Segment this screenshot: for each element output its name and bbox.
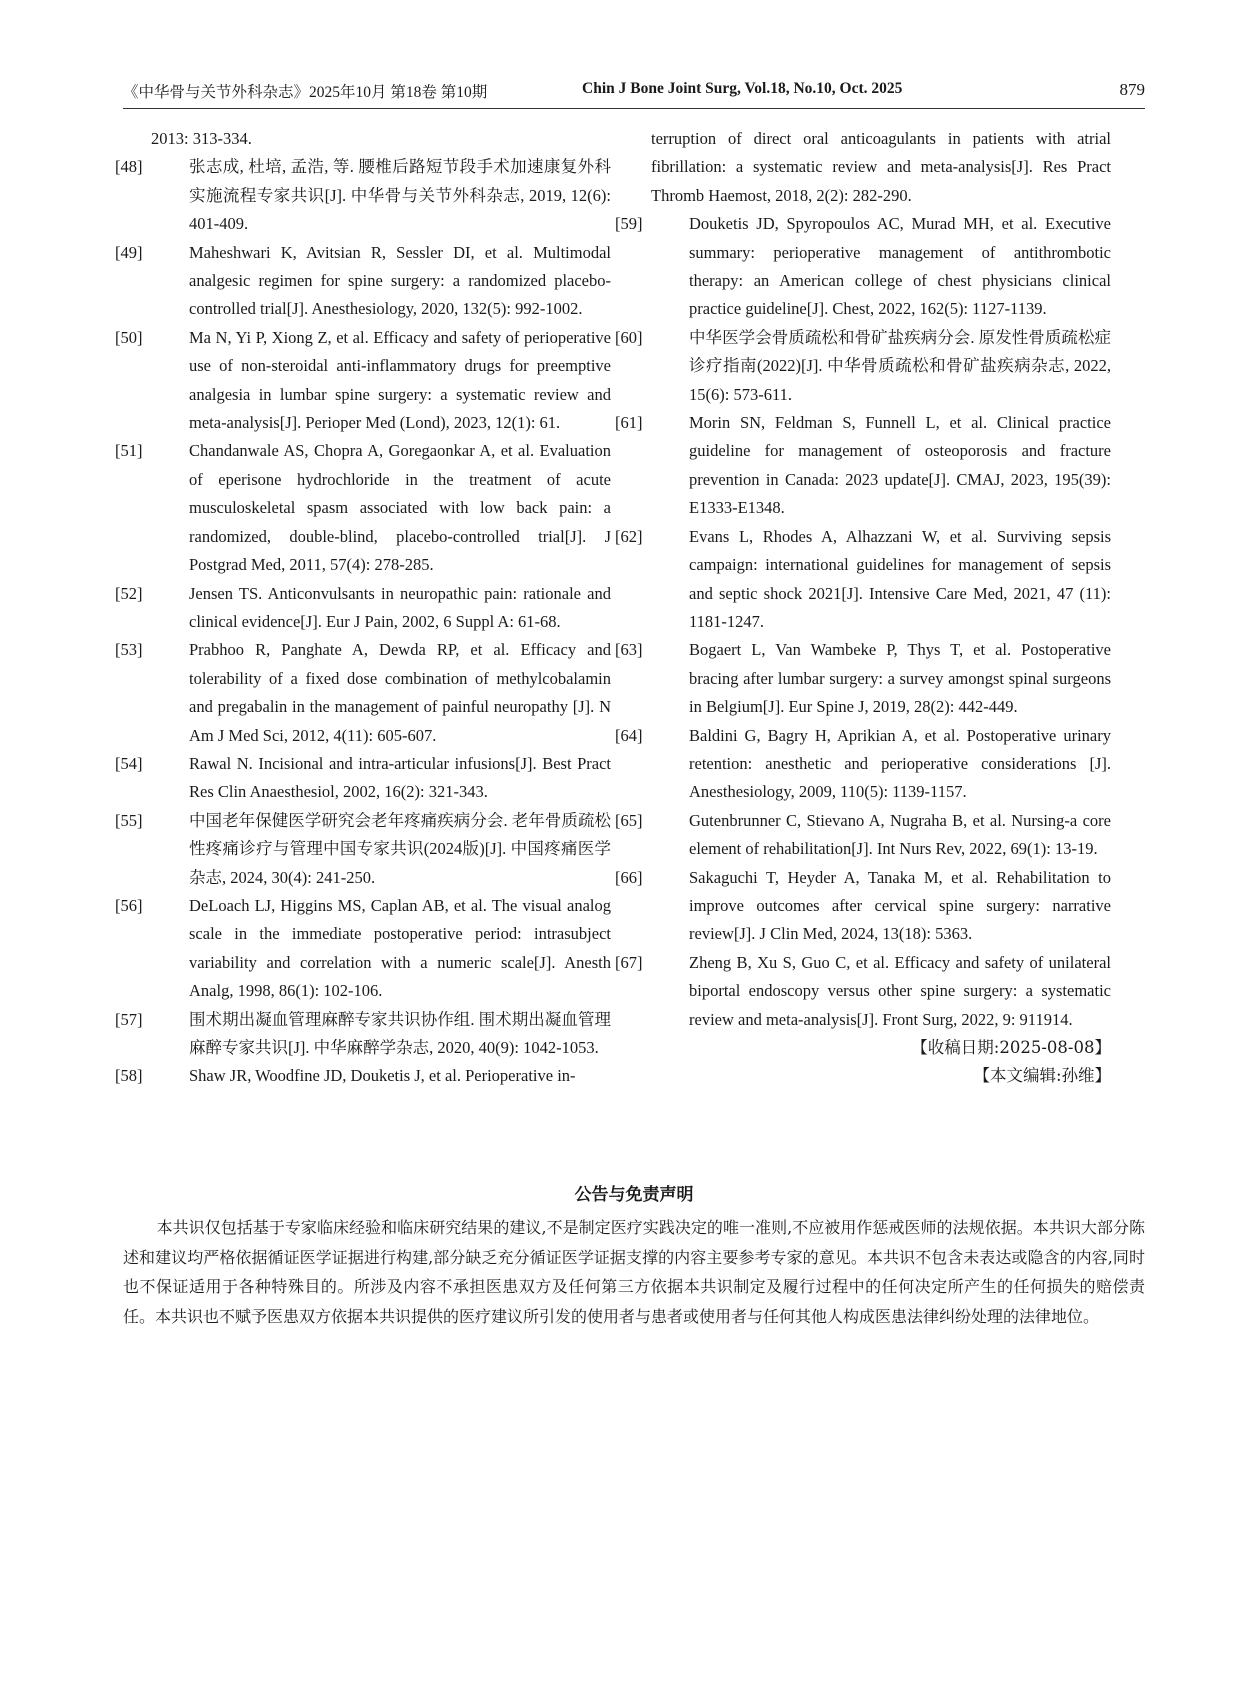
reference-text: Baldini G, Bagry H, Aprikian A, et al. Postoperative urinary retention: anesthetic and perioperative considerations [J]. Anesthesiology, 2009, 110(5): 1139-1157. (689, 725, 1111, 802)
reference-text: 中国老年保健医学研究会老年疼痛疾病分会. 老年骨质疏松性疼痛诊疗与管理中国专家共识(2024版)[J]. 中国疼痛医学杂志, 2024, 30(4): 241-250. (189, 810, 611, 887)
reference-item (115, 892, 611, 1006)
reference-text: Zheng B, Xu S, Guo C, et al. Efficacy and safety of unilateral biportal endoscopy versus other spine surgery: a systematic review and meta-analysis[J]. Front Surg, 2022, 9: 911914. (689, 952, 1111, 1029)
reference-text: terruption of direct oral anticoagulants in patients with atrial fibrillation: a systematic review and meta-analysis[J]. Res Pract Thromb Haemost, 2018, 2(2): 282-290. (651, 129, 1111, 205)
received-date: 【收稿日期:2025-08-08】 (911, 1038, 1111, 1057)
reference-continuation (651, 125, 1111, 210)
reference-item (615, 324, 1111, 409)
page-number: 879 (1119, 80, 1145, 99)
reference-number: [56] (115, 895, 143, 915)
reference-item (115, 807, 611, 892)
editor-credit: 【本文编辑:孙维】 (973, 1066, 1111, 1085)
reference-number: [57] (115, 1009, 143, 1029)
reference-number: [61] (615, 413, 643, 433)
reference-text: Douketis JD, Spyropoulos AC, Murad MH, et al. Executive summary: perioperative management of antithrombotic therapy: an American college of chest physicians clinical practice guideline[J]. Chest, 2022, 162(5): 1127-1139. (689, 214, 1111, 319)
reference-item (615, 722, 1111, 807)
reference-number: [49] (115, 242, 143, 262)
reference-item (615, 949, 1111, 1034)
reference-number: [48] (115, 157, 143, 177)
reference-item (615, 636, 1111, 721)
reference-number: [59] (615, 214, 643, 234)
reference-text: Bogaert L, Van Wambeke P, Thys T, et al. Postoperative bracing after lumbar surgery: a survey amongst spinal surgeons in Belgium[J]. Eur Spine J, 2019, 28(2): 442-449. (689, 640, 1111, 717)
reference-text: DeLoach LJ, Higgins MS, Caplan AB, et al. The visual analog scale in the immediate postoperative period: intrasubject variability and correlation with a numeric scale[J]. Anesth Analg, 1998, 86(1): 102-106. (189, 895, 611, 1001)
reference-number: [54] (115, 753, 143, 773)
reference-text: Evans L, Rhodes A, Alhazzani W, et al. Surviving sepsis campaign: international guidelines for management of sepsis and septic shock 2021[J]. Intensive Care Med, 2021, 47 (11): 1181-1247. (689, 526, 1111, 631)
reference-number: [66] (615, 867, 643, 887)
reference-item (115, 437, 611, 579)
reference-text: Maheshwari K, Avitsian R, Sessler DI, et al. Multimodal analgesic regimen for spine surgery: a randomized placebo-controlled trial[J]. Anesthesiology, 2020, 132(5): 992-1002. (189, 242, 611, 319)
reference-number: [62] (615, 526, 643, 546)
reference-text: Prabhoo R, Panghate A, Dewda RP, et al. Efficacy and tolerability of a fixed dose combination of methylcobalamin and pregabalin in the management of painful neuropathy [J]. N Am J Med Sci, 2012, 4(11): 605-607. (189, 640, 611, 745)
reference-item (115, 750, 611, 807)
reference-text: Gutenbrunner C, Stievano A, Nugraha B, et al. Nursing-a core element of rehabilitation[J]. Int Nurs Rev, 2022, 69(1): 13-19. (689, 810, 1111, 859)
reference-item (115, 239, 611, 324)
reference-number: [53] (115, 640, 143, 660)
reference-number: [55] (115, 810, 143, 830)
reference-number: [63] (615, 640, 643, 660)
right-reference-list (615, 210, 1111, 1034)
reference-item (115, 1006, 611, 1063)
left-reference-column (115, 125, 611, 1091)
reference-item (615, 807, 1111, 864)
reference-number: [58] (115, 1066, 143, 1086)
reference-text: Jensen TS. Anticonvulsants in neuropathic pain: rationale and clinical evidence[J]. Eur J Pain, 2002, 6 Suppl A: 61-68. (189, 583, 611, 631)
reference-text: Shaw JR, Woodfine JD, Douketis J, et al. Perioperative in- (189, 1066, 576, 1086)
notice-title: 公告与免责声明 (574, 1185, 694, 1205)
reference-item (115, 1062, 611, 1090)
right-reference-column (615, 125, 1111, 1090)
reference-text: Sakaguchi T, Heyder A, Tanaka M, et al. Rehabilitation to improve outcomes after cervical spine surgery: narrative review[J]. J Clin Med, 2024, 13(18): 5363. (689, 867, 1111, 944)
reference-item (615, 409, 1111, 523)
disclaimer-notice (123, 1180, 1145, 1331)
reference-number: [51] (115, 441, 143, 461)
reference-number: [52] (115, 583, 143, 603)
reference-number: [65] (615, 810, 643, 830)
reference-text: Chandanwale AS, Chopra A, Goregaonkar A, et al. Evaluation of eperisone hydrochloride in the treatment of acute musculoskeletal spasm associated with low back pain: a randomized, double-blind, placebo-controlled trial[J]. J Postgrad Med, 2011, 57(4): 278-285. (189, 441, 611, 575)
journal-title-en: Chin J Bone Joint Surg, Vol.18, No.10, Oct. 2025 (582, 80, 903, 97)
journal-title-cn: 《中华骨与关节外科杂志》2025年10月 第18卷 第10期 (123, 84, 488, 101)
notice-body: 本共识仅包括基于专家临床经验和临床研究结果的建议,不是制定医疗实践决定的唯一准则,不应被用作惩戒医师的法规依据。本共识大部分陈述和建议均严格依据循证医学证据进行构建,部分缺乏充分循证医学证据支撑的内容主要参考专家的意见。本共识不包含未表达或隐含的内容,同时也不保证适用于各种特殊目的。所涉及内容不承担医患双方及任何第三方依据本共识制定及履行过程中的任何决定所产生的任何损失的赔偿责任。本共识也不赋予医患双方依据本共识提供的医疗建议所引发的使用者与患者或使用者与任何其他人构成医患法律纠纷处理的法律地位。 (123, 1218, 1145, 1326)
reference-number: [67] (615, 952, 643, 972)
reference-item (115, 636, 611, 750)
reference-text: Morin SN, Feldman S, Funnell L, et al. Clinical practice guideline for management of osteoporosis and fracture prevention in Canada: 2023 update[J]. CMAJ, 2023, 195(39): E1333-E1348. (689, 413, 1111, 518)
reference-text: Rawal N. Incisional and intra-articular infusions[J]. Best Pract Res Clin Anaesthesiol, 2002, 16(2): 321-343. (189, 753, 611, 802)
reference-item (615, 523, 1111, 637)
reference-number: [64] (615, 725, 643, 745)
reference-text: Ma N, Yi P, Xiong Z, et al. Efficacy and safety of perioperative use of non-steroidal anti-inflammatory drugs for preemptive analgesia in lumbar spine surgery: a systematic review and meta-analysis[J]. Perioper Med (Lond), 2023, 12(1): 61. (189, 327, 611, 433)
reference-number: [60] (615, 327, 643, 347)
reference-item (115, 153, 611, 238)
reference-item (115, 324, 611, 438)
reference-item (115, 580, 611, 637)
left-reference-list (115, 153, 611, 1090)
reference-item (615, 864, 1111, 949)
reference-number: [50] (115, 327, 143, 347)
reference-item (615, 210, 1111, 324)
running-header (123, 76, 1145, 109)
reference-continuation (151, 125, 611, 153)
reference-text: 张志成, 杜培, 孟浩, 等. 腰椎后路短节段手术加速康复外科实施流程专家共识[J]. 中华骨与关节外科杂志, 2019, 12(6): 401-409. (189, 157, 611, 234)
reference-text: 围术期出凝血管理麻醉专家共识协作组. 围术期出凝血管理麻醉专家共识[J]. 中华麻醉学杂志, 2020, 40(9): 1042-1053. (189, 1009, 611, 1057)
reference-text: 中华医学会骨质疏松和骨矿盐疾病分会. 原发性骨质疏松症诊疗指南(2022)[J]. 中华骨质疏松和骨矿盐疾病杂志, 2022, 15(6): 573-611. (689, 327, 1111, 404)
reference-text: 2013: 313-334. (151, 129, 252, 148)
